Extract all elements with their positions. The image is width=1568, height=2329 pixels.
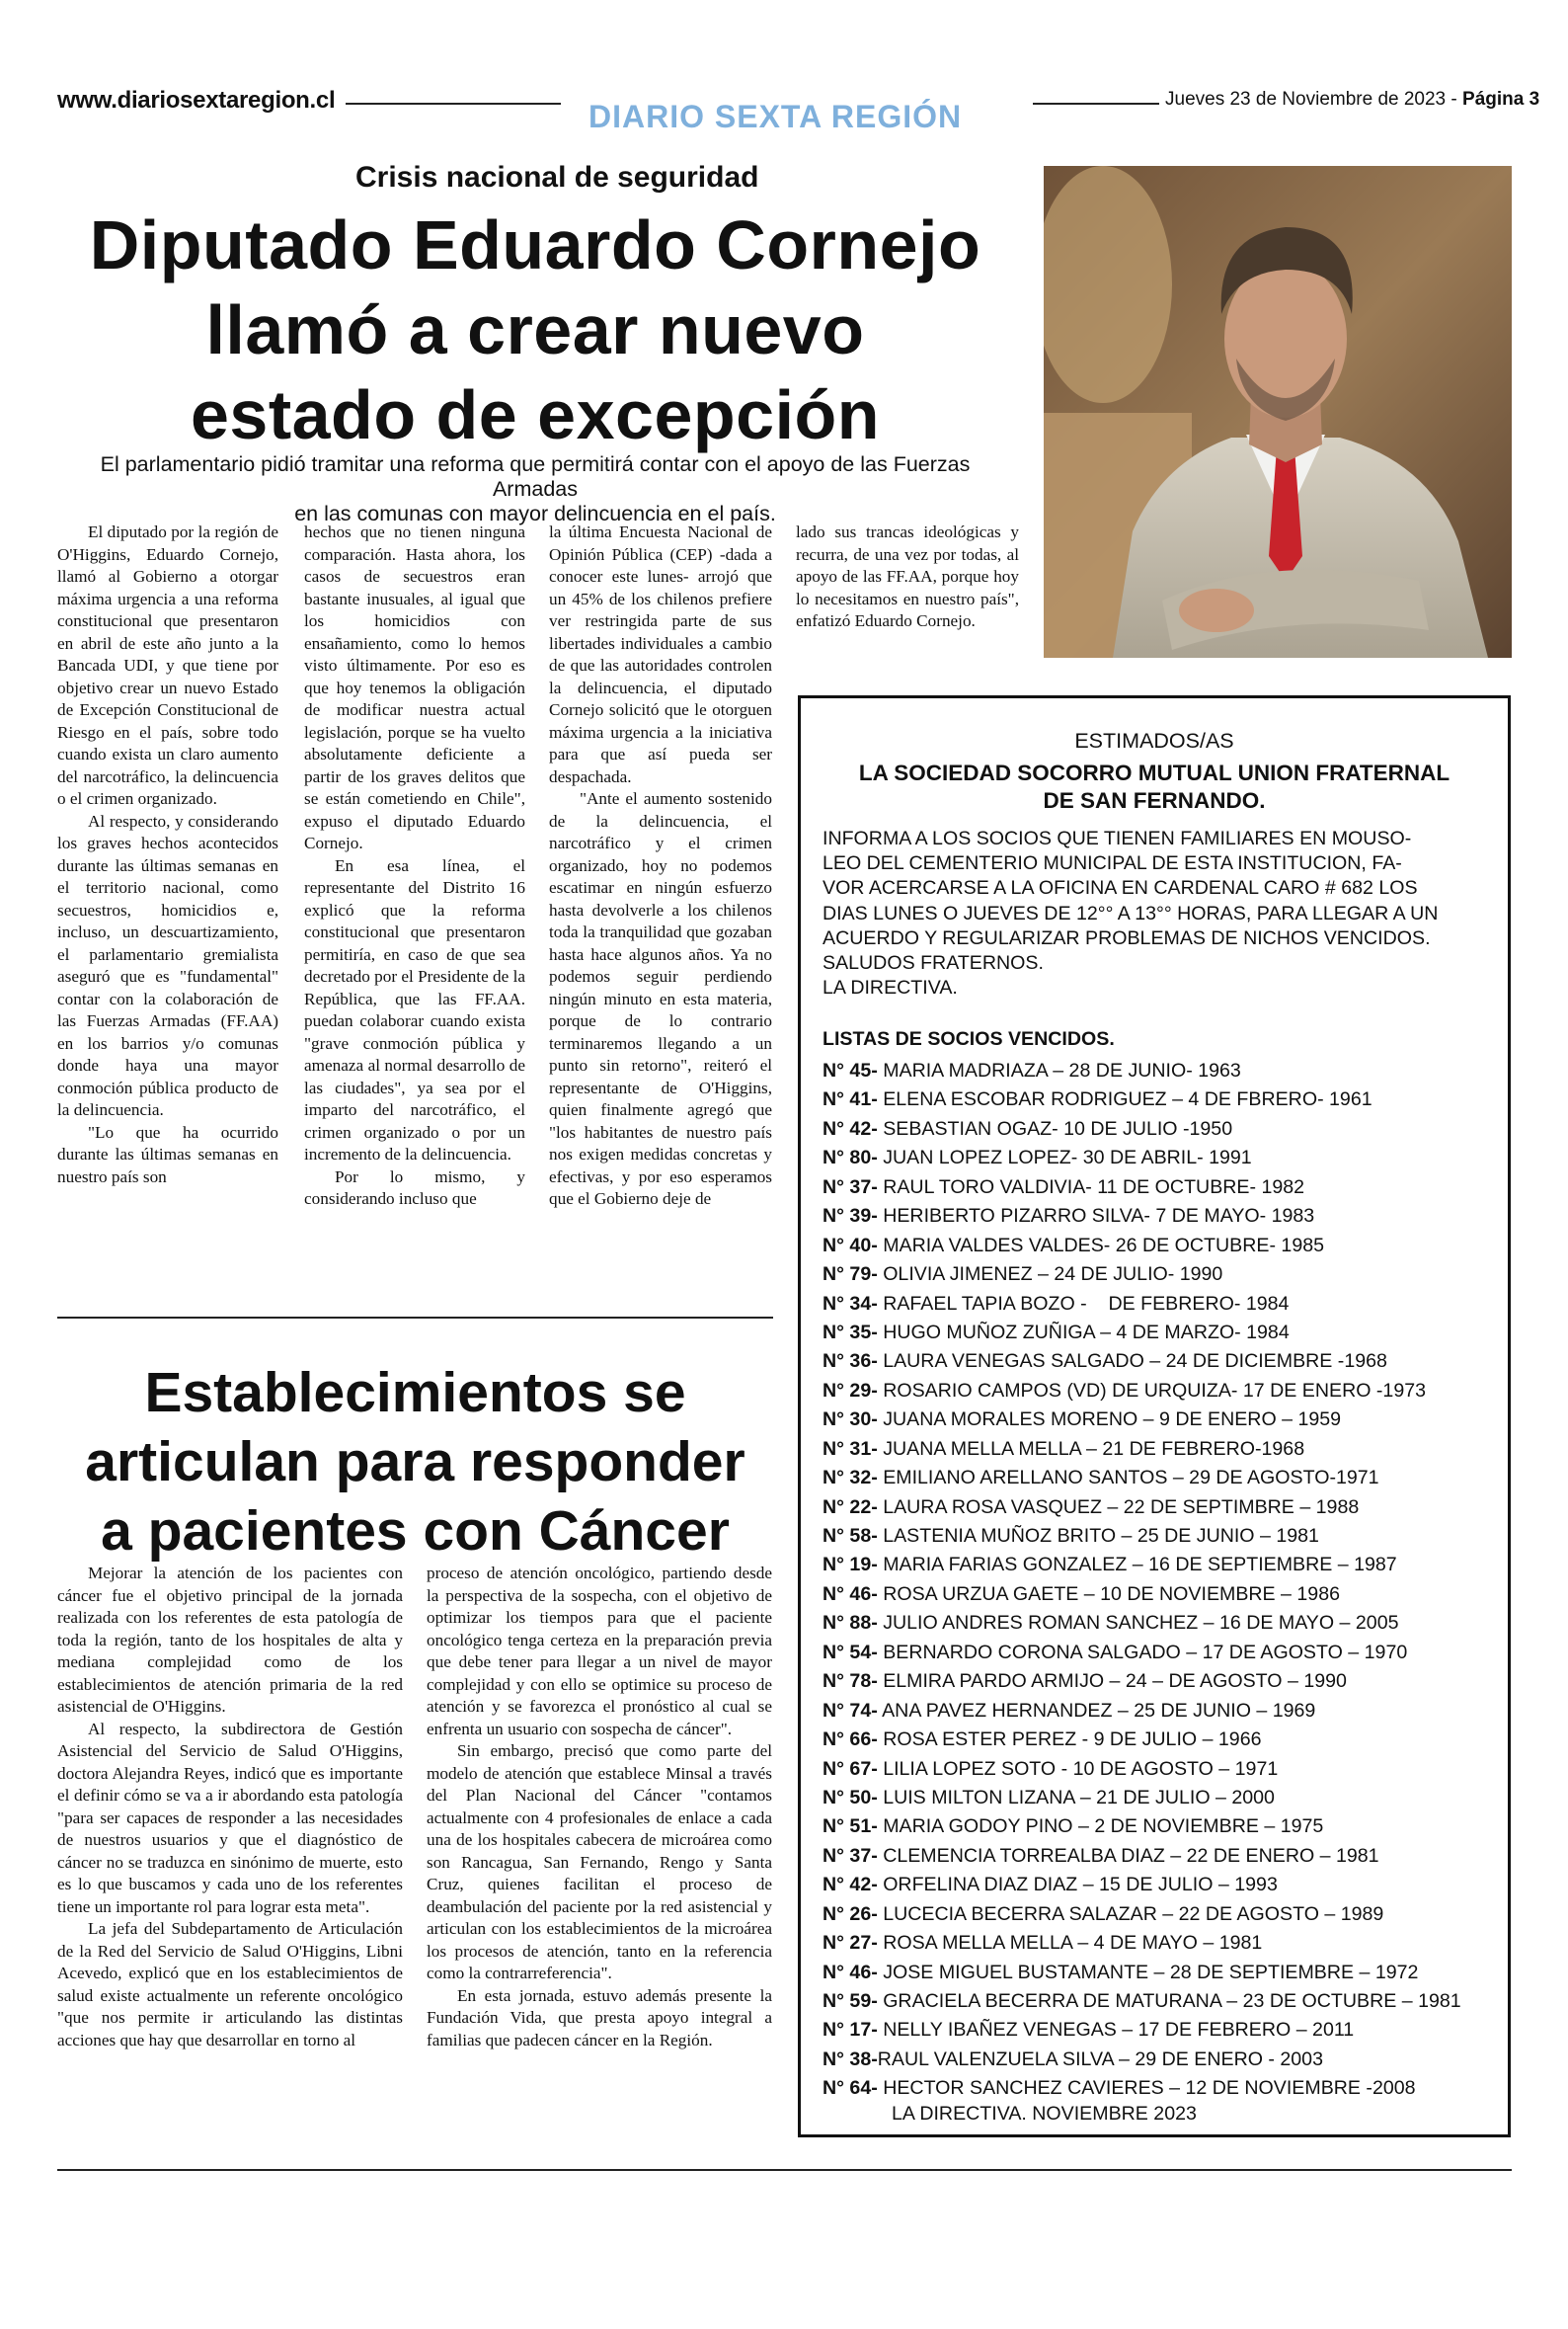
member-entry: CLEMENCIA TORREALBA DIAZ – 22 DE ENERO – 1981 xyxy=(877,1844,1379,1867)
member-number: N° 78- xyxy=(823,1670,878,1693)
member-number: N° 88- xyxy=(823,1612,878,1635)
member-number: N° 59- xyxy=(823,1990,878,2012)
footer-rule xyxy=(57,2169,1512,2171)
member-number: N° 22- xyxy=(823,1495,878,1518)
member-number: N° 19- xyxy=(823,1554,878,1576)
member-number: N° 74- xyxy=(823,1699,878,1722)
member-number: N° 46- xyxy=(823,1582,878,1605)
headline-line: Diputado Eduardo Cornejo xyxy=(89,206,981,283)
member-entry: ROSA MELLA MELLA – 4 DE MAYO – 1981 xyxy=(877,1932,1263,1955)
member-entry: JUAN LOPEZ LOPEZ- 30 DE ABRIL- 1991 xyxy=(877,1147,1252,1169)
paragraph: La jefa del Subdepartamento de Articulación de la Red del Servicio de Salud O'Higgins, Libni Acevedo, explicó que en los establecimientos de salud existe actualmente un referente oncológico "que nos permite ir articulando las distintas acciones que hay que desarrollar en torno al xyxy=(57,1919,403,2049)
member-entry: ROSARIO CAMPOS (VD) DE URQUIZA- 17 DE ENERO -1973 xyxy=(877,1379,1427,1402)
list-item xyxy=(823,1609,1504,1638)
member-number: N° 67- xyxy=(823,1757,878,1780)
paragraph: hechos que no tienen ninguna comparación. Hasta ahora, los casos de secuestros eran bastante inusuales, al igual que los homicidios con ensañamiento, como lo hemos visto últimamente. Por eso es que hoy tenemos la obligación de modificar nuestra actual legislación, porque se ha vuelto absolutamente deficiente a partir de los graves delitos que se están cometiendo en Chile", expuso el diputado Eduardo Cornejo. xyxy=(304,522,525,852)
member-entry: LASTENIA MUÑOZ BRITO – 25 DE JUNIO – 1981 xyxy=(877,1525,1319,1547)
date-line xyxy=(1165,89,1539,111)
member-entry: NELLY IBAÑEZ VENEGAS – 17 DE FEBRERO – 2011 xyxy=(877,2019,1355,2042)
list-item xyxy=(823,1959,1504,1987)
list-item xyxy=(823,1784,1504,1812)
member-entry: JUANA MORALES MORENO – 9 DE ENERO – 1959 xyxy=(877,1408,1342,1431)
article-column-3 xyxy=(549,522,772,1211)
member-number: N° 34- xyxy=(823,1292,878,1315)
member-number: N° 42- xyxy=(823,1874,878,1896)
list-item xyxy=(823,1871,1504,1899)
portrait-photo-icon xyxy=(1044,166,1512,658)
list-item xyxy=(823,1435,1504,1464)
list-item xyxy=(823,1987,1504,2016)
member-number: N° 51- xyxy=(823,1815,878,1838)
member-number: N° 41- xyxy=(823,1088,878,1111)
member-number: N° 26- xyxy=(823,1902,878,1925)
list-item xyxy=(823,1580,1504,1609)
headline-line: Establecimientos se xyxy=(144,1361,686,1424)
member-number: N° 50- xyxy=(823,1786,878,1808)
notice-line: SALUDOS FRATERNOS. xyxy=(823,952,1044,975)
list-item xyxy=(823,1755,1504,1784)
list-item xyxy=(823,2074,1504,2103)
article-deck xyxy=(61,452,1009,526)
paragraph: "Ante el aumento sostenido de la delincuencia, el narcotráfico y el crimen organizado, hoy no podemos escatimar en ningún esfuerzo hasta devolverle a los chilenos toda la tranquilidad que gozaban hasta hace algunos años. Ya no podemos seguir perdiendo ningún minuto en esta materia, porque de lo contrario terminaremos llegando a un punto sin retorno", reiteró el representante de O'Higgins, quien finalmente agregó que "los habitantes de nuestro país nos exigen medidas concretas y efectivas, y por eso esperamos que el Gobierno deje de xyxy=(549,789,772,1208)
member-entry: ELMIRA PARDO ARMIJO – 24 – DE AGOSTO – 1990 xyxy=(877,1670,1347,1693)
list-item xyxy=(823,1726,1504,1754)
member-entry: RAUL TORO VALDIVIA- 11 DE OCTUBRE- 1982 xyxy=(877,1175,1305,1198)
paragraph: lado sus trancas ideológicas y recurra, de una vez por todas, al apoyo de las FF.AA, porque hoy lo necesitamos en nuestro país", enfatizó Eduardo Cornejo. xyxy=(796,522,1019,630)
member-number: N° 79- xyxy=(823,1263,878,1286)
header-rule-right xyxy=(1033,103,1159,105)
list-item xyxy=(823,1464,1504,1492)
list-item xyxy=(823,1929,1504,1958)
notice-box xyxy=(798,695,1511,2137)
list-item xyxy=(823,1260,1504,1289)
headline-line: llamó a crear nuevo xyxy=(205,291,865,368)
list-item xyxy=(823,1290,1504,1319)
member-number: N° 29- xyxy=(823,1379,878,1402)
member-entry: RAFAEL TAPIA BOZO - DE FEBRERO- 1984 xyxy=(877,1292,1290,1315)
member-entry: LUCECIA BECERRA SALAZAR – 22 DE AGOSTO – 1989 xyxy=(877,1902,1384,1925)
member-entry: GRACIELA BECERRA DE MATURANA – 23 DE OCTUBRE – 1981 xyxy=(877,1990,1461,2012)
member-entry: MARIA FARIAS GONZALEZ – 16 DE SEPTIEMBRE – 1987 xyxy=(877,1554,1397,1576)
list-item xyxy=(823,1667,1504,1696)
paragraph: proceso de atención oncológico, partiendo desde la perspectiva de la sospecha, con el objetivo de optimizar los tiempos para que el paciente oncológico tenga certeza en la preparación previa que debe tener para llegar a un nivel de mayor complejidad y con ello se optimice su proceso de atención y se favorezca el pronóstico al cual se enfrenta un usuario con sospecha de cáncer". xyxy=(427,1564,772,1738)
member-number: N° 46- xyxy=(823,1961,878,1983)
org-line: LA SOCIEDAD SOCORRO MUTUAL UNION FRATERNAL xyxy=(858,761,1450,785)
article-divider xyxy=(57,1317,773,1319)
paragraph: El diputado por la región de O'Higgins, Eduardo Cornejo, llamó al Gobierno a otorgar máxima urgencia a una reforma constitucional que presentaron en abril de este año junto a la Bancada UDI, y que tiene por objetivo crear un nuevo Estado de Excepción Constitucional de Riesgo en el país, sobre todo cuando exista un claro aumento del narcotráfico, la delincuencia o el crimen organizado. xyxy=(57,522,278,808)
photo-hand xyxy=(1179,589,1254,632)
member-number: N° 42- xyxy=(823,1117,878,1140)
paragraph: "Lo que ha ocurrido durante las últimas semanas en nuestro país son xyxy=(57,1122,278,1186)
list-item xyxy=(823,1377,1504,1405)
org-line: DE SAN FERNANDO. xyxy=(1043,788,1266,813)
member-entry: MARIA MADRIAZA – 28 DE JUNIO- 1963 xyxy=(877,1060,1241,1082)
notice-line: VOR ACERCARSE A LA OFICINA EN CARDENAL CARO # 682 LOS xyxy=(823,877,1418,900)
member-entry: BERNARDO CORONA SALGADO – 17 DE AGOSTO – 1970 xyxy=(877,1641,1408,1663)
list-item xyxy=(823,1085,1504,1114)
notice-line: DIAS LUNES O JUEVES DE 12°° A 13°° HORAS, PARA LLEGAR A UN xyxy=(823,902,1439,924)
member-entry: HECTOR SANCHEZ CAVIERES – 12 DE NOVIEMBRE -2008 xyxy=(877,2077,1416,2100)
member-entry: EMILIANO ARELLANO SANTOS – 29 DE AGOSTO-1971 xyxy=(877,1467,1379,1489)
portrait-photo xyxy=(1044,166,1512,658)
headline-line: a pacientes con Cáncer xyxy=(101,1499,730,1563)
headline-line: estado de excepción xyxy=(190,376,881,453)
member-list-title: LISTAS DE SOCIOS VENCIDOS. xyxy=(823,1028,1115,1050)
notice-closing: LA DIRECTIVA. NOVIEMBRE 2023 xyxy=(892,2103,1197,2125)
notice-line: LA DIRECTIVA. xyxy=(823,977,958,1000)
article-kicker: Crisis nacional de seguridad xyxy=(355,161,759,194)
list-item xyxy=(823,1812,1504,1841)
paragraph: Mejorar la atención de los pacientes con cáncer fue el objetivo principal de la jornada realizada con los referentes de esta patología de toda la región, tanto de los hospitales de alta y mediana complejidad como de los establecimientos de atención primaria de la red asistencial de O'Higgins. xyxy=(57,1564,403,1716)
member-number: N° 54- xyxy=(823,1641,878,1663)
list-item xyxy=(823,1405,1504,1434)
member-entry: ELENA ESCOBAR RODRIGUEZ – 4 DE FBRERO- 1961 xyxy=(877,1088,1372,1111)
member-entry: ROSA ESTER PEREZ - 9 DE JULIO – 1966 xyxy=(877,1728,1262,1751)
member-entry: OLIVIA JIMENEZ – 24 DE JULIO- 1990 xyxy=(877,1263,1223,1286)
notice-organization xyxy=(801,760,1508,815)
site-url[interactable]: www.diariosextaregion.cl xyxy=(57,87,336,114)
member-entry: JOSE MIGUEL BUSTAMANTE – 28 DE SEPTIEMBRE – 1972 xyxy=(877,1961,1419,1983)
notice-line: INFORMA A LOS SOCIOS QUE TIENEN FAMILIARES EN MOUSO- xyxy=(823,828,1412,849)
article-column-2 xyxy=(304,522,525,1211)
list-item xyxy=(823,1522,1504,1551)
issue-date: Jueves 23 de Noviembre de 2023 - xyxy=(1165,89,1463,110)
member-number: N° 64- xyxy=(823,2077,878,2100)
article-headline xyxy=(61,202,1009,457)
paragraph: En esa línea, el representante del Distrito 16 explicó que la reforma constitucional que presentaron permitiría, en caso de que sea decretado por el Presidente de la República, que las FF.AA. puedan colaborar cuando exista "grave conmoción pública y amenaza al normal desarrollo de las ciudades", ya sea por el imparto del narcotráfico, el crimen organizado o por un incremento de la delincuencia. xyxy=(304,855,525,1164)
article2-column-2 xyxy=(427,1563,772,2051)
deck-line: El parlamentario pidió tramitar una reforma que permitirá contar con el apoyo de las Fuerzas Armadas xyxy=(100,452,971,501)
list-item xyxy=(823,1551,1504,1579)
notice-greeting: ESTIMADOS/AS xyxy=(1074,729,1234,753)
member-number: N° 66- xyxy=(823,1728,878,1751)
member-number: N° 27- xyxy=(823,1932,878,1955)
paragraph: la última Encuesta Nacional de Opinión Pública (CEP) -dada a conocer este lunes- arrojó que un 45% de los chilenos prefiere ver restringida parte de sus libertades individuales a cambio de que las autoridades controlen la delincuencia, el diputado Cornejo solicitó que le otorguen máxima urgencia a la iniciativa para que así pueda ser despachada. xyxy=(549,522,772,786)
member-entry: HERIBERTO PIZARRO SILVA- 7 DE MAYO- 1983 xyxy=(877,1205,1315,1228)
member-number: N° 36- xyxy=(823,1350,878,1373)
paragraph: Por lo mismo, y considerando incluso que xyxy=(304,1166,525,1208)
member-list xyxy=(823,1057,1504,2104)
member-number: N° 17- xyxy=(823,2019,878,2042)
member-entry: MARIA VALDES VALDES- 26 DE OCTUBRE- 1985 xyxy=(877,1234,1325,1256)
member-entry: ORFELINA DIAZ DIAZ – 15 DE JULIO – 1993 xyxy=(877,1874,1278,1896)
member-number: N° 30- xyxy=(823,1408,878,1431)
member-entry: ROSA URZUA GAETE – 10 DE NOVIEMBRE – 1986 xyxy=(877,1582,1340,1605)
list-item xyxy=(823,1173,1504,1202)
notice-body xyxy=(823,827,1490,1001)
list-item xyxy=(823,2046,1504,2074)
list-item xyxy=(823,1232,1504,1260)
paper-name: DIARIO SEXTA REGIÓN xyxy=(588,99,963,134)
article-column-4 xyxy=(796,522,1019,633)
paragraph: Al respecto, y considerando los graves hechos acontecidos durante las últimas semanas en el territorio nacional, como secuestros, homicidios e, incluso, un descuartizamiento, el parlamentario gremialista aseguró que es "fundamental" contar con la colaboración de las Fuerzas Armadas (FF.AA) en los barrios y/o comunas donde haya una mayor conmoción pública producto de la delincuencia. xyxy=(57,811,278,1119)
member-entry: HUGO MUÑOZ ZUÑIGA – 4 DE MARZO- 1984 xyxy=(877,1321,1290,1343)
paragraph: En esta jornada, estuvo además presente la Fundación Vida, que presta apoyo integral a familias que padecen cáncer en la Región. xyxy=(427,1985,772,2049)
list-item xyxy=(823,1144,1504,1172)
headline-line: articulan para responder xyxy=(85,1430,745,1493)
list-item xyxy=(823,1057,1504,1085)
member-number: N° 31- xyxy=(823,1437,878,1460)
member-entry: LILIA LOPEZ SOTO - 10 DE AGOSTO – 1971 xyxy=(877,1757,1279,1780)
paragraph: Al respecto, la subdirectora de Gestión Asistencial del Servicio de Salud O'Higgins, doctora Alejandra Reyes, indicó que es importante el definir cómo se va a ir abordando esta patología "para ser capaces de responder a las necesidades de nuestros usuarios y que el diagnóstico de cáncer no se traduzca en sinónimo de muerte, esto es lo que buscamos y cada uno de los referentes tiene un importante rol para lograr esta meta". xyxy=(57,1719,403,1916)
list-item xyxy=(823,1900,1504,1929)
member-number: N° 37- xyxy=(823,1844,878,1867)
header-rule-left xyxy=(346,103,561,105)
deck-line: en las comunas con mayor delincuencia en el país. xyxy=(294,502,776,525)
member-entry: MARIA GODOY PINO – 2 DE NOVIEMBRE – 1975 xyxy=(877,1815,1324,1838)
list-item xyxy=(823,1493,1504,1522)
article2-column-1 xyxy=(57,1563,403,2051)
member-entry: JULIO ANDRES ROMAN SANCHEZ – 16 DE MAYO – 2005 xyxy=(877,1612,1399,1635)
member-entry: SEBASTIAN OGAZ- 10 DE JULIO -1950 xyxy=(877,1117,1233,1140)
member-entry: LUIS MILTON LIZANA – 21 DE JULIO – 2000 xyxy=(877,1786,1275,1808)
list-item xyxy=(823,1842,1504,1871)
list-item xyxy=(823,1697,1504,1726)
list-item xyxy=(823,1202,1504,1231)
list-item xyxy=(823,1115,1504,1144)
member-entry: RAUL VALENZUELA SILVA – 29 DE ENERO - 2003 xyxy=(877,2048,1323,2070)
member-number: N° 58- xyxy=(823,1525,878,1547)
member-number: N° 37- xyxy=(823,1175,878,1198)
member-number: N° 80- xyxy=(823,1147,878,1169)
article-column-1 xyxy=(57,522,278,1188)
list-item xyxy=(823,1347,1504,1376)
list-item xyxy=(823,1639,1504,1667)
notice-line: ACUERDO Y REGULARIZAR PROBLEMAS DE NICHOS VENCIDOS. xyxy=(823,926,1431,949)
member-number: N° 32- xyxy=(823,1467,878,1489)
member-number: N° 38- xyxy=(823,2048,878,2070)
member-number: N° 45- xyxy=(823,1060,878,1082)
member-entry: JUANA MELLA MELLA – 21 DE FEBRERO-1968 xyxy=(877,1437,1305,1460)
list-item xyxy=(823,2016,1504,2045)
paragraph: Sin embargo, precisó que como parte del modelo de atención que establece Minsal a través del Plan Nacional del Cáncer "contamos actualmente con 4 profesionales de enlace a cada una de los hospitales cabecera de microárea como son Rancagua, San Fernando, Rengo y Santa Cruz, quienes facilitan el proceso de deambulación del paciente por la red asistencial y articulan con los establecimientos de la microárea los procesos de atención, tanto en la referencia como la contrarreferencia". xyxy=(427,1741,772,1982)
notice-line: LEO DEL CEMENTERIO MUNICIPAL DE ESTA INSTITUCION, FA- xyxy=(823,852,1402,875)
member-number: N° 35- xyxy=(823,1321,878,1343)
member-entry: ANA PAVEZ HERNANDEZ – 25 DE JUNIO – 1969 xyxy=(877,1699,1316,1722)
member-entry: LAURA VENEGAS SALGADO – 24 DE DICIEMBRE -1968 xyxy=(877,1350,1387,1373)
list-item xyxy=(823,1319,1504,1347)
member-number: N° 39- xyxy=(823,1205,878,1228)
article2-headline xyxy=(57,1358,773,1566)
page-number: Página 3 xyxy=(1462,89,1540,110)
member-entry: LAURA ROSA VASQUEZ – 22 DE SEPTIMBRE – 1988 xyxy=(877,1495,1360,1518)
member-number: N° 40- xyxy=(823,1234,878,1256)
